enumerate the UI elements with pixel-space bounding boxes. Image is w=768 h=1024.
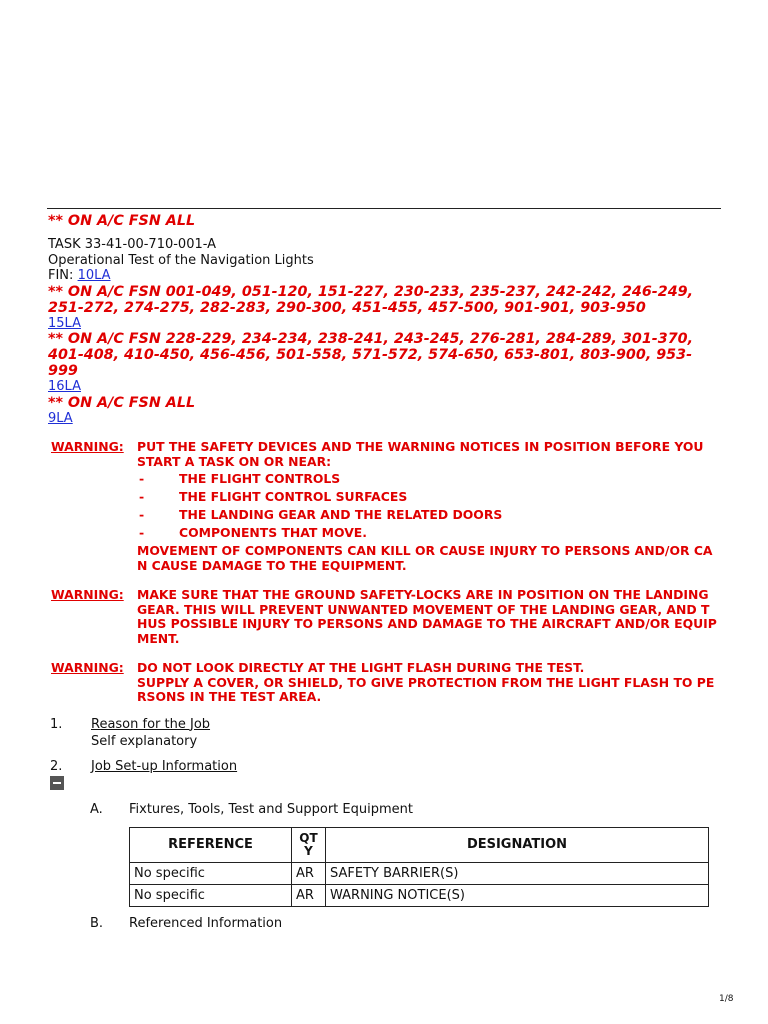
fin-link-15la[interactable]: 15LA: [48, 315, 81, 331]
column-header-reference: REFERENCE: [130, 827, 292, 862]
warning-3-line1: DO NOT LOOK DIRECTLY AT THE LIGHT FLASH DURING THE TEST.: [137, 660, 585, 675]
section-title: Job Set-up Information: [91, 758, 238, 774]
warning-label: WARNING:: [51, 587, 124, 602]
warning-2-text: MAKE SURE THAT THE GROUND SAFETY-LOCKS ARE IN POSITION ON THE LANDING GEAR. THIS WILL PREVENT UNWANTED MOVEMENT OF THE LANDING GEAR, AND THUS POSSIBLE INJURY TO PERSONS AND DAMAGE TO THE AIRCRAFT AND/OR EQUIPMENT.: [137, 587, 717, 646]
equipment-table: [129, 827, 709, 907]
warning-label: WARNING:: [51, 439, 124, 454]
section-1: [48, 717, 718, 750]
column-header-designation: DESIGNATION: [326, 827, 709, 862]
section-title: Reason for the Job: [91, 716, 211, 732]
list-item: - THE FLIGHT CONTROL SURFACES: [139, 489, 408, 504]
column-header-qty: QTY: [292, 827, 326, 862]
applicability-2: ** ON A/C FSN 001-049, 051-120, 151-227, 230-233, 235-237, 242-242, 246-249, 251-272, 274-275, 282-283, 290-300, 451-455, 457-500, 901-901, 903-950: [48, 283, 694, 316]
warning-1: [51, 440, 718, 573]
section-body: Self explanatory: [91, 733, 198, 749]
applicability-1: ** ON A/C FSN ALL: [48, 213, 196, 229]
subsection-number: A.: [90, 801, 103, 817]
task-title: Operational Test of the Navigation Lights: [48, 252, 314, 268]
section-2: [48, 759, 718, 775]
document-body: [48, 213, 718, 932]
table-row: No specific AR WARNING NOTICE(S): [130, 884, 709, 906]
subsection-b: [90, 916, 718, 932]
warning-label: WARNING:: [51, 660, 124, 675]
section-number: 2.: [50, 758, 63, 774]
subsection-number: B.: [90, 915, 104, 931]
fin-link-16la[interactable]: 16LA: [48, 379, 81, 394]
warning-2: [51, 588, 718, 646]
task-id: TASK 33-41-00-710-001-A: [48, 237, 217, 252]
table-header-row: [130, 827, 709, 862]
list-item: - COMPONENTS THAT MOVE.: [139, 525, 367, 540]
warning-1-intro: PUT THE SAFETY DEVICES AND THE WARNING NOTICES IN POSITION BEFORE YOU START A TASK ON OR NEAR:: [137, 439, 704, 469]
header-rule: [47, 208, 721, 209]
warning-3: [51, 661, 718, 705]
list-item: - THE FLIGHT CONTROLS: [139, 471, 341, 486]
fin-line: [48, 268, 718, 284]
fin-label: FIN:: [48, 268, 74, 283]
subsection-title: Referenced Information: [129, 915, 283, 931]
applicability-4: ** ON A/C FSN ALL: [48, 394, 196, 411]
section-number: 1.: [50, 716, 63, 732]
warning-1-list: [137, 472, 718, 541]
warning-1-outro: MOVEMENT OF COMPONENTS CAN KILL OR CAUSE INJURY TO PERSONS AND/OR CAN CAUSE DAMAGE TO THE EQUIPMENT.: [137, 543, 713, 573]
applicability-3: ** ON A/C FSN 228-229, 234-234, 238-241, 243-245, 276-281, 284-289, 301-370, 401-408, 410-450, 456-456, 501-558, 571-572, 574-650, 653-801, 803-900, 953-999: [48, 331, 694, 379]
list-item: - THE LANDING GEAR AND THE RELATED DOORS: [139, 507, 503, 522]
fin-link-9la[interactable]: 9LA: [48, 410, 73, 426]
subsection-title: Fixtures, Tools, Test and Support Equipment: [129, 801, 413, 817]
warning-3-line2: SUPPLY A COVER, OR SHIELD, TO GIVE PROTECTION FROM THE LIGHT FLASH TO PERSONS IN THE TEST AREA.: [137, 674, 715, 704]
collapse-toggle-icon[interactable]: [50, 776, 64, 790]
page-number: 1/8: [719, 994, 734, 1004]
subsection-a: [90, 802, 718, 818]
fin-link-10la[interactable]: 10LA: [77, 268, 111, 283]
table-row: No specific AR SAFETY BARRIER(S): [130, 862, 709, 884]
